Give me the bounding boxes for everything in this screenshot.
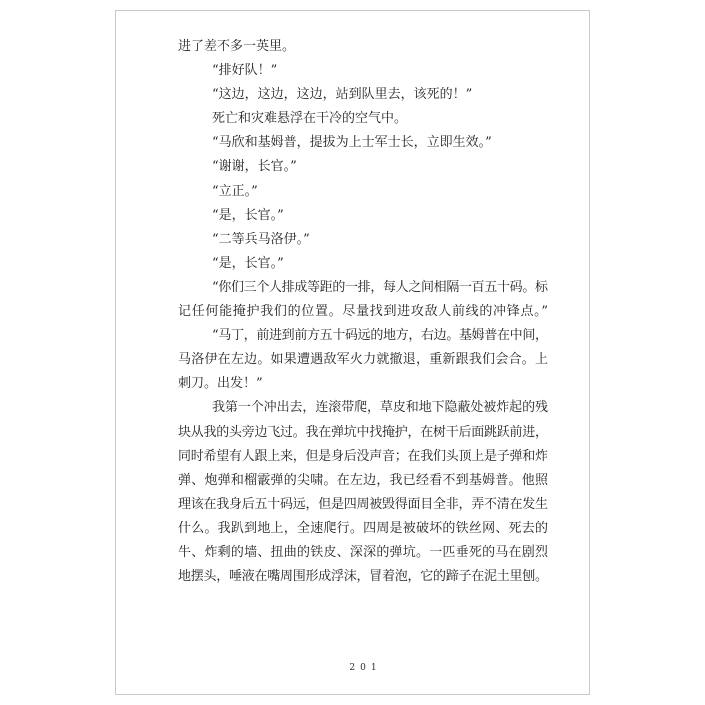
text-line: 记任何能掩护我们的位置。尽量找到进攻敌人前线的冲锋点。” — [178, 304, 549, 320]
text-line: 牛、炸剩的墙、扭曲的铁皮、深深的弹坑。一匹垂死的马在剧烈 — [178, 544, 549, 560]
text-line: 块从我的头旁边飞过。我在弹坑中找掩护，在树干后面跳跃前进， — [178, 424, 548, 440]
text-line: “马欣和基姆普，提拔为上士军士长，立即生效。” — [212, 135, 492, 151]
text-line: “排好队！” — [212, 63, 278, 79]
text-line: “是，长官。” — [212, 255, 284, 271]
text-line: 马洛伊在左边。如果遭遇敌军火力就撤退，重新跟我们会合。上 — [178, 352, 549, 368]
text-line: 同时希望有人跟上来，但是身后没声音；在我们头顶上是子弹和炸 — [178, 448, 548, 464]
text-line: 刺刀。出发！” — [178, 376, 263, 392]
text-line: “立正。” — [212, 183, 258, 199]
page-number: 201 — [349, 663, 382, 673]
text-line: 进了差不多一英里。 — [178, 39, 296, 54]
text-line: 地摆头，唾液在嘴周围形成浮沫，冒着泡，它的蹄子在泥土里刨。 — [178, 569, 548, 585]
text-line: 什么。我趴到地上，全速爬行。四周是被破坏的铁丝网、死去的 — [178, 520, 549, 536]
page-body — [178, 35, 548, 589]
text-line: 弹、炮弹和榴霰弹的尖啸。在左边，我已经看不到基姆普。他照 — [178, 472, 549, 488]
text-line: “马丁，前进到前方五十码远的地方，右边。基姆普在中间， — [212, 328, 548, 344]
text-line: “谢谢，长官。” — [212, 159, 297, 175]
text-line: “你们三个人排成等距的一排，每人之间相隔一百五十码。标 — [212, 279, 548, 295]
text-line: 理该在我身后五十码远，但是四周被毁得面目全非，弄不清在发生 — [178, 496, 548, 512]
text-line: “是，长官。” — [212, 207, 284, 223]
text-line: “二等兵马洛伊。” — [212, 231, 310, 247]
text-line: “这边，这边，这边，站到队里去，该死的！” — [212, 87, 473, 103]
text-line: 我第一个冲出去，连滚带爬，草皮和地下隐蔽处被炸起的残 — [212, 400, 548, 416]
text-line: 死亡和灾难悬浮在干冷的空气中。 — [212, 111, 408, 127]
